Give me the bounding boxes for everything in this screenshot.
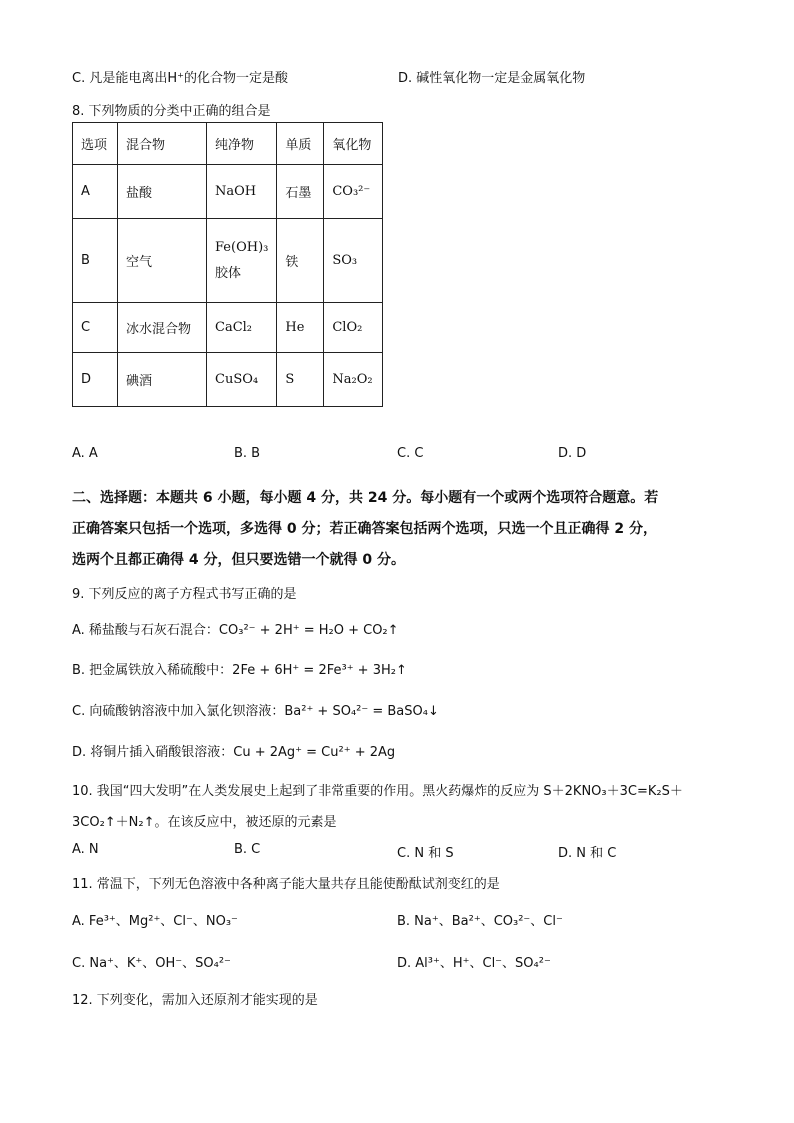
section2-instructions-line2: 正确答案只包括一个选项，多选得 0 分；若正确答案包括两个选项，只选一个且正确得 2 分，: [72, 521, 657, 537]
q7-option-d: D. 碱性氧化物一定是金属氧化物: [398, 71, 586, 86]
q10-option-d: D. N 和 C: [558, 846, 617, 861]
section2-instructions-line3: 选两个且都正确得 4 分，但只要选错一个就得 0 分。: [72, 552, 405, 568]
table-cell: B: [73, 219, 118, 303]
table-cell: D: [73, 353, 118, 407]
table-cell: C: [73, 303, 118, 353]
table-cell: 铁: [277, 219, 324, 303]
table-header-cell: 单质: [277, 123, 324, 165]
q7-option-c: C. 凡是能电离出H⁺的化合物一定是酸: [72, 71, 288, 86]
q9-option-a: A. 稀盐酸与石灰石混合：CO₃²⁻ + 2H⁺ = H₂O + CO₂↑: [72, 623, 399, 638]
table-cell: 冰水混合物: [118, 303, 207, 353]
q11-option-b: B. Na⁺、Ba²⁺、CO₃²⁻、Cl⁻: [397, 914, 563, 929]
table-row: [73, 219, 383, 303]
q11-option-c: C. Na⁺、K⁺、OH⁻、SO₄²⁻: [72, 956, 231, 971]
table-cell: 碘酒: [118, 353, 207, 407]
q10-option-c: C. N 和 S: [397, 846, 454, 861]
q8-stem: 8. 下列物质的分类中正确的组合是: [72, 104, 271, 119]
table-row: [73, 353, 383, 407]
q9-option-c: C. 向硫酸钠溶液中加入氯化钡溶液：Ba²⁺ + SO₄²⁻ = BaSO₄↓: [72, 704, 439, 719]
table-cell: Fe(OH)₃胶体: [207, 219, 277, 303]
table-cell: 空气: [118, 219, 207, 303]
table-cell: CuSO₄: [207, 353, 277, 407]
table-cell: A: [73, 165, 118, 219]
q8-option-b: B. B: [234, 446, 261, 461]
q8-option-a: A. A: [72, 446, 98, 461]
q8-option-d: D. D: [558, 446, 587, 461]
table-cell: Na₂O₂: [324, 353, 383, 407]
table-cell: 石墨: [277, 165, 324, 219]
q8-option-c: C. C: [397, 446, 424, 461]
table-header-cell: 纯净物: [207, 123, 277, 165]
table-cell: He: [277, 303, 324, 353]
q10-option-b: B. C: [234, 842, 261, 857]
q11-option-d: D. Al³⁺、H⁺、Cl⁻、SO₄²⁻: [397, 956, 551, 971]
table-header-row: [73, 123, 383, 165]
table-header-cell: 选项: [73, 123, 118, 165]
table-header-cell: 氧化物: [324, 123, 383, 165]
q10-stem-line2: 3CO₂↑＋N₂↑。在该反应中，被还原的元素是: [72, 815, 337, 830]
classification-table: [72, 122, 383, 407]
table-cell: ClO₂: [324, 303, 383, 353]
table-cell: S: [277, 353, 324, 407]
table-cell: CaCl₂: [207, 303, 277, 353]
table-cell: SO₃: [324, 219, 383, 303]
q12-stem: 12. 下列变化，需加入还原剂才能实现的是: [72, 993, 318, 1008]
q9-option-d: D. 将铜片插入硝酸银溶液：Cu + 2Ag⁺ = Cu²⁺ + 2Ag: [72, 745, 396, 760]
q11-stem: 11. 常温下，下列无色溶液中各种离子能大量共存且能使酚酞试剂变红的是: [72, 877, 500, 892]
q9-option-b: B. 把金属铁放入稀硫酸中：2Fe + 6H⁺ = 2Fe³⁺ + 3H₂↑: [72, 663, 407, 678]
q9-stem: 9. 下列反应的离子方程式书写正确的是: [72, 587, 297, 602]
q10-stem-line1: 10. 我国“四大发明”在人类发展史上起到了非常重要的作用。黑火药爆炸的反应为 S＋2KNO₃＋3C=K₂S＋: [72, 784, 683, 799]
table-header-cell: 混合物: [118, 123, 207, 165]
q10-option-a: A. N: [72, 842, 99, 857]
table-cell: NaOH: [207, 165, 277, 219]
section2-instructions-line1: 二、选择题：本题共 6 小题，每小题 4 分，共 24 分。每小题有一个或两个选项符合题意。若: [72, 490, 659, 506]
table-cell: 盐酸: [118, 165, 207, 219]
table-cell: CO₃²⁻: [324, 165, 383, 219]
table-row: [73, 303, 383, 353]
q11-option-a: A. Fe³⁺、Mg²⁺、Cl⁻、NO₃⁻: [72, 914, 238, 929]
table-row: [73, 165, 383, 219]
